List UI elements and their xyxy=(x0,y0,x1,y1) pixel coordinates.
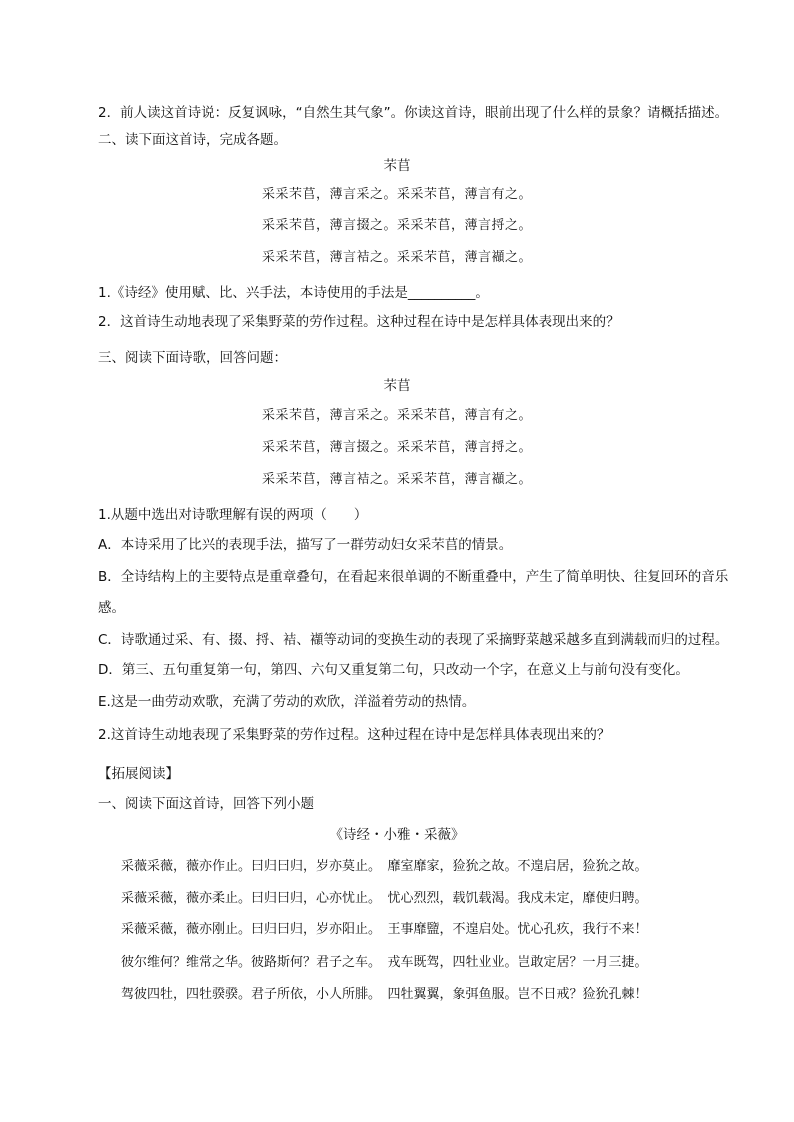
section-3-question-1: 1.从题中选出对诗歌理解有误的两项（ ） xyxy=(98,507,368,523)
poem-stanza: 采薇采薇，薇亦刚止。曰归曰归，岁亦阳止。 王事靡盬，不遑启处。忧心孔疚，我行不来！ xyxy=(121,922,648,937)
question-2-landscape: 2．前人读这首诗说：反复讽咏，“自然生其气象”。你读这首诗，眼前出现了什么样的景象？请概括描述。 xyxy=(98,105,729,121)
poem-line: 采采芣苢，薄言采之。采采芣苢，薄言有之。 xyxy=(261,408,532,423)
section-2-question-2: 2．这首诗生动地表现了采集野菜的劳作过程。这种过程在诗中是怎样具体表现出来的？ xyxy=(98,314,620,330)
poem-line: 采采芣苢，薄言采之。采采芣苢，薄言有之。 xyxy=(261,187,532,202)
option-b-continued: 感。 xyxy=(98,600,125,616)
poem-stanza: 驾彼四牡，四牡骙骙。君子所依，小人所腓。 四牡翼翼，象弭鱼服。岂不日戒？猃狁孔棘！ xyxy=(121,987,648,1002)
poem-line: 采采芣苢，薄言掇之。采采芣苢，薄言捋之。 xyxy=(261,440,532,455)
extension-heading: 【拓展阅读】 xyxy=(98,766,179,782)
option-d: D．第三、五句重复第一句，第四、六句又重复第二句，只改动一个字，在意义上与前句没有变化。 xyxy=(98,662,689,678)
poem-title-fuyi-2: 芣苢 xyxy=(383,378,411,394)
section-2-heading: 二、读下面这首诗，完成各题。 xyxy=(98,132,287,148)
poem-line: 采采芣苢，薄言掇之。采采芣苢，薄言捋之。 xyxy=(261,218,532,233)
option-b: B．全诗结构上的主要特点是重章叠句，在看起来很单调的不断重叠中，产生了简单明快、往复回环的音乐 xyxy=(98,569,729,585)
poem-title-fuyi-1: 芣苢 xyxy=(383,158,411,174)
section-2-question-1: 1.《诗经》使用赋、比、兴手法，本诗使用的手法是__________。 xyxy=(98,285,489,301)
section-3-question-2: 2.这首诗生动地表现了采集野菜的劳作过程。这种过程在诗中是怎样具体表现出来的？ xyxy=(98,727,611,743)
poem-stanza: 彼尔维何？维常之华。彼路斯何？君子之车。 戎车既驾，四牡业业。岂敢定居？一月三捷。 xyxy=(121,955,648,970)
option-a: A．本诗采用了比兴的表现手法，描写了一群劳动妇女采芣苢的情景。 xyxy=(98,537,513,553)
extension-sub-heading: 一、阅读下面这首诗，回答下列小题 xyxy=(98,796,314,812)
poem-line: 采采芣苢，薄言袺之。采采芣苢，薄言襭之。 xyxy=(261,250,532,265)
poem-stanza: 采薇采薇，薇亦作止。曰归曰归，岁亦莫止。 靡室靡家，猃狁之故。不遑启居，猃狁之故。 xyxy=(121,859,648,874)
poem-stanza: 采薇采薇，薇亦柔止。曰归曰归，心亦忧止。 忧心烈烈，载饥载渴。我戍未定，靡使归聘。 xyxy=(121,891,648,906)
poem-title-caiwei: 《诗经・小雅・采薇》 xyxy=(329,827,465,843)
section-3-heading: 三、阅读下面诗歌，回答问题： xyxy=(98,350,287,366)
poem-line: 采采芣苢，薄言袺之。采采芣苢，薄言襭之。 xyxy=(261,472,532,487)
option-c: C．诗歌通过采、有、掇、捋、袺、襭等动词的变换生动的表现了采摘野菜越采越多直到满载而归的过程。 xyxy=(98,632,729,648)
option-e: E.这是一曲劳动欢歌，充满了劳动的欢欣，洋溢着劳动的热情。 xyxy=(98,694,476,710)
